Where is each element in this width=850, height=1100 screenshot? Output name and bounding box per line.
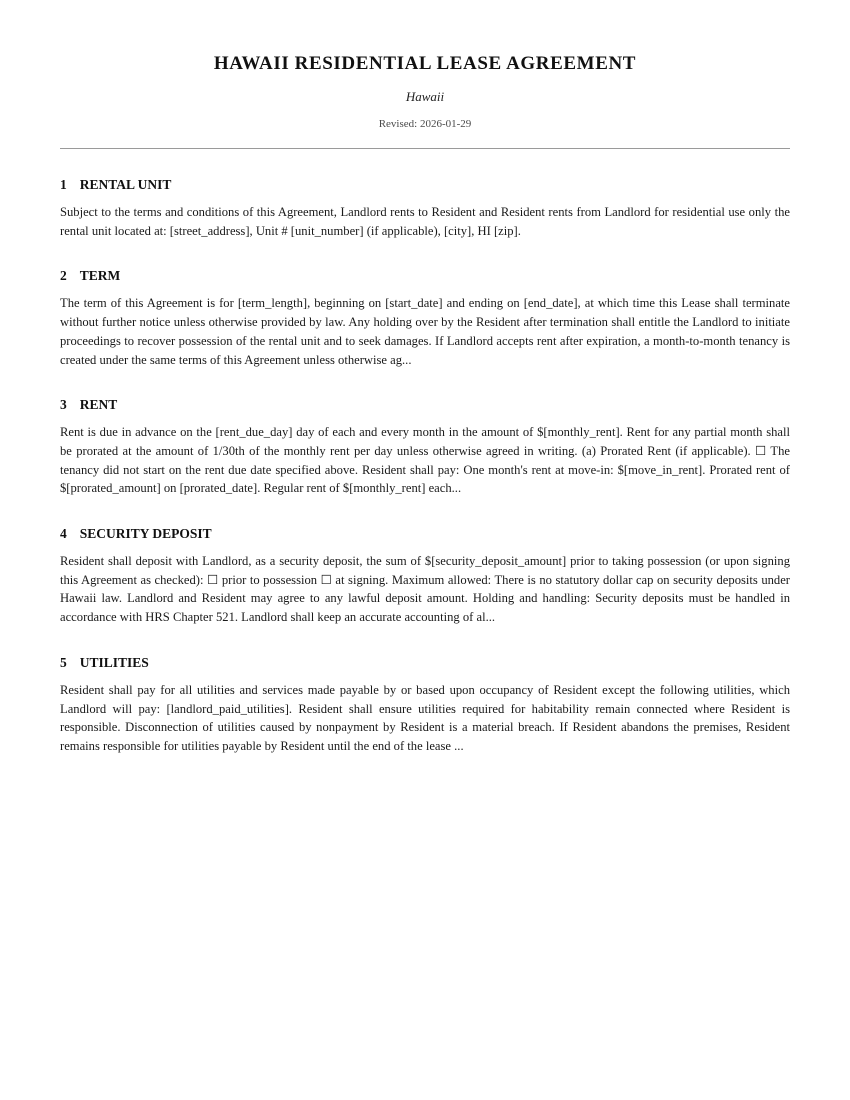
section-body: The term of this Agreement is for [term_length], beginning on [start_date] and ending on [end_date], at which time this Lease shall terminate without further notice unless otherwise provided by law. Any holding over by the Resident after termination shall entitle the Landlord to initiate proceedings to recover possession of the rental unit and to seek damages. If Landlord accepts rent after expiration, a month-to-month tenancy is created under the same terms of this Agreement unless otherwise ag... xyxy=(60,296,790,367)
section-rent xyxy=(60,396,790,498)
section-heading xyxy=(60,654,790,671)
section-heading xyxy=(60,176,790,193)
section-rental-unit xyxy=(60,176,790,240)
section-number: 5 xyxy=(60,654,67,670)
section-heading xyxy=(60,267,790,284)
section-title: UTILITIES xyxy=(79,654,149,670)
section-title: SECURITY DEPOSIT xyxy=(79,526,212,542)
section-body: Subject to the terms and conditions of this Agreement, Landlord rents to Resident and Resident rents from Landlord for residential use only the rental unit located at: [street_address], Unit # [unit_number] (if applicable), [city], HI [zip]. xyxy=(60,205,790,238)
section-title: RENTAL UNIT xyxy=(79,177,172,192)
section-title: TERM xyxy=(79,268,121,284)
section-heading xyxy=(60,525,790,542)
document-title: HAWAII RESIDENTIAL LEASE AGREEMENT xyxy=(213,53,637,74)
section-utilities xyxy=(60,654,790,756)
section-number: 4 xyxy=(60,526,67,542)
section-number: 1 xyxy=(60,177,67,192)
section-body: Resident shall pay for all utilities and services made payable by or based upon occupancy of Resident except the following utilities, which Landlord will pay: [landlord_paid_utilities]. Resident shall ensure utilities required for habitability remain connected where Resident is responsible. Disconnection of utilities caused by nonpayment by Resident is a material breach. If Resident abandons the premises, Resident remains responsible for utilities payable by Resident until the end of the lease ... xyxy=(60,682,790,753)
header-divider xyxy=(60,148,790,149)
section-number: 2 xyxy=(60,268,67,284)
section-security-deposit xyxy=(60,525,790,627)
section-heading xyxy=(60,396,790,413)
document-subtitle: Hawaii xyxy=(405,89,445,104)
section-body: Resident shall deposit with Landlord, as a security deposit, the sum of $[security_deposit_amount] prior to taking possession (or upon signing this Agreement as checked): ☐ prior to possession ☐ at signing. Maximum allowed: There is no statutory dollar cap on security deposits under Hawaii law. Landlord and Resident may agree to any lawful deposit amount. Holding and handling: Security deposits must be handled in accordance with HRS Chapter 521. Landlord shall keep an accurate accounting of al... xyxy=(60,554,790,625)
section-title: RENT xyxy=(79,397,118,413)
revision-date: Revised: 2026-01-29 xyxy=(378,118,472,130)
section-term xyxy=(60,267,790,369)
section-number: 3 xyxy=(60,397,67,413)
section-body: Rent is due in advance on the [rent_due_day] day of each and every month in the amount of $[monthly_rent]. Rent for any partial month shall be prorated at the amount of 1/30th of the monthly rent per day unless otherwise agreed in writing. (a) Prorated Rent (if applicable). ☐ The tenancy did not start on the rent due date specified above. Resident shall pay: One month's rent at move-in: $[move_in_rent]. Prorated rent of $[prorated_amount] on [prorated_date]. Regular rent of $[monthly_rent] each... xyxy=(60,425,790,496)
